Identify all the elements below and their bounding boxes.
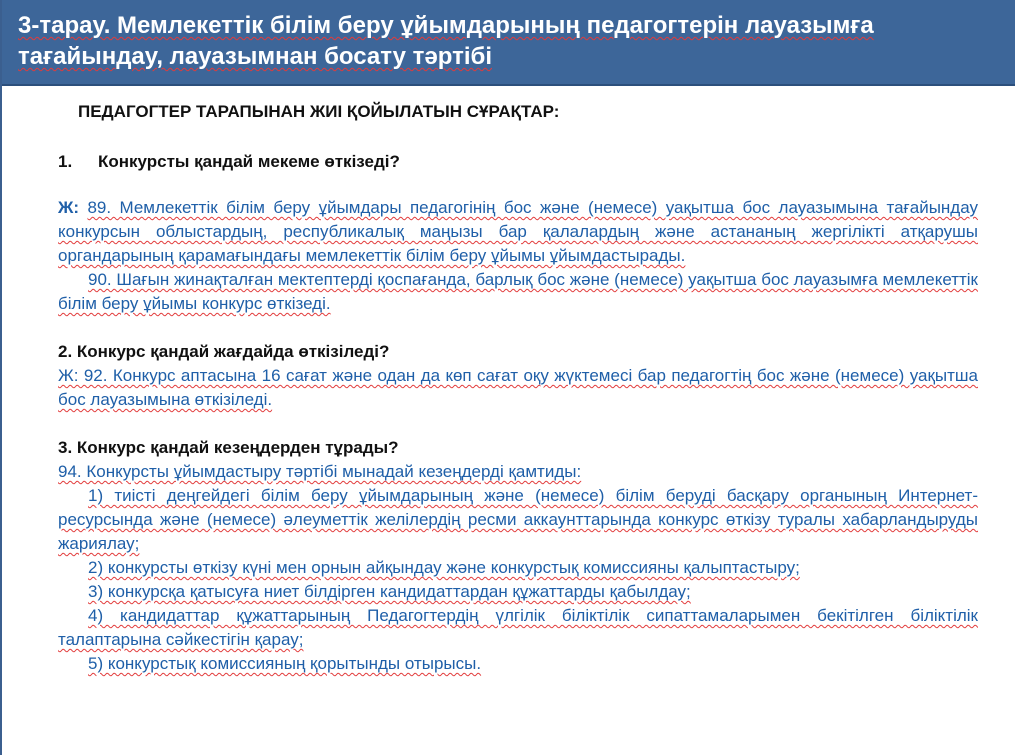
question-1-text: Конкурсты қандай мекеме өткізеді? — [98, 152, 400, 171]
question-2: 2. Конкурс қандай жағдайда өткізіледі? — [58, 342, 390, 361]
answer-2-text: Ж: 92. Конкурс аптасына 16 сағат және одан да көп сағат оқу жүктемесі бар педагогтің бос және (немесе) уақытша бос лауазымына өткізіледі. — [58, 366, 978, 409]
chapter-title: 3-тарау. Мемлекеттік білім беру ұйымдарының педагогтерін лауазымға тағайындау, лауазымнан босату тәртібі — [18, 12, 874, 70]
stage-item-4: 4) кандидаттар құжаттарының Педагогтердің үлгілік біліктілік сипаттамаларымен бекітілген біліктілік талаптарына сәйкестігін қарау; — [58, 606, 978, 649]
answer-1-paragraph-2 — [58, 268, 978, 316]
stage-item-3: 3) конкурсқа қатысуға ниет білдірген кандидаттардан құжаттарды қабылдау; — [88, 582, 691, 601]
stage-item-5: 5) конкурстық комиссияның қорытынды отырысы. — [88, 654, 482, 673]
stage-item-2: 2) конкурсты өткізу күні мен орнын айқындау және конкурстық комиссияны қалыптастыру; — [88, 558, 800, 577]
faq-content — [58, 100, 978, 676]
stage-item-1: 1) тиісті деңгейдегі білім беру ұйымдарының және (немесе) білім беруді басқару органының Интернет-ресурсында және (немесе) әлеуметтік желілердің ресми аккаунттарында конкурс өткізу туралы хабарландыруды жариялау; — [58, 486, 978, 553]
answer-3-intro-text: 94. Конкурсты ұйымдастыру тәртібі мынадай кезеңдерді қамтиды: — [58, 462, 582, 481]
answer-1-paragraph-1 — [58, 196, 978, 268]
answer-1-text-2: 90. Шағын жинақталған мектептерді қоспағанда, барлық бос және (немесе) уақытша бос лауазымға мемлекеттік білім беру ұйымы конкурс өткізеді. — [58, 270, 978, 313]
answer-3-intro — [58, 460, 978, 484]
title-bar — [2, 0, 1015, 86]
question-1 — [58, 150, 978, 174]
faq-heading: ПЕДАГОГТЕР ТАРАПЫНАН ЖИІ ҚОЙЫЛАТЫН СҰРАҚТАР: — [78, 102, 560, 121]
answer-2 — [58, 364, 978, 412]
answer-1-text-1: 89. Мемлекеттік білім беру ұйымдары педагогінің бос және (немесе) уақытша бос лауазымына тағайындау конкурсын облыстардың, республикалық маңызы бар қалалардың және астананың жергілікті атқарушы органдарының қарамағындағы мемлекеттік білім беру ұйымы ұйымдастырады. — [58, 198, 978, 265]
question-1-number: 1. — [58, 152, 73, 171]
answer-label: Ж: — [58, 198, 80, 217]
question-3: 3. Конкурс қандай кезеңдерден тұрады? — [58, 438, 399, 457]
